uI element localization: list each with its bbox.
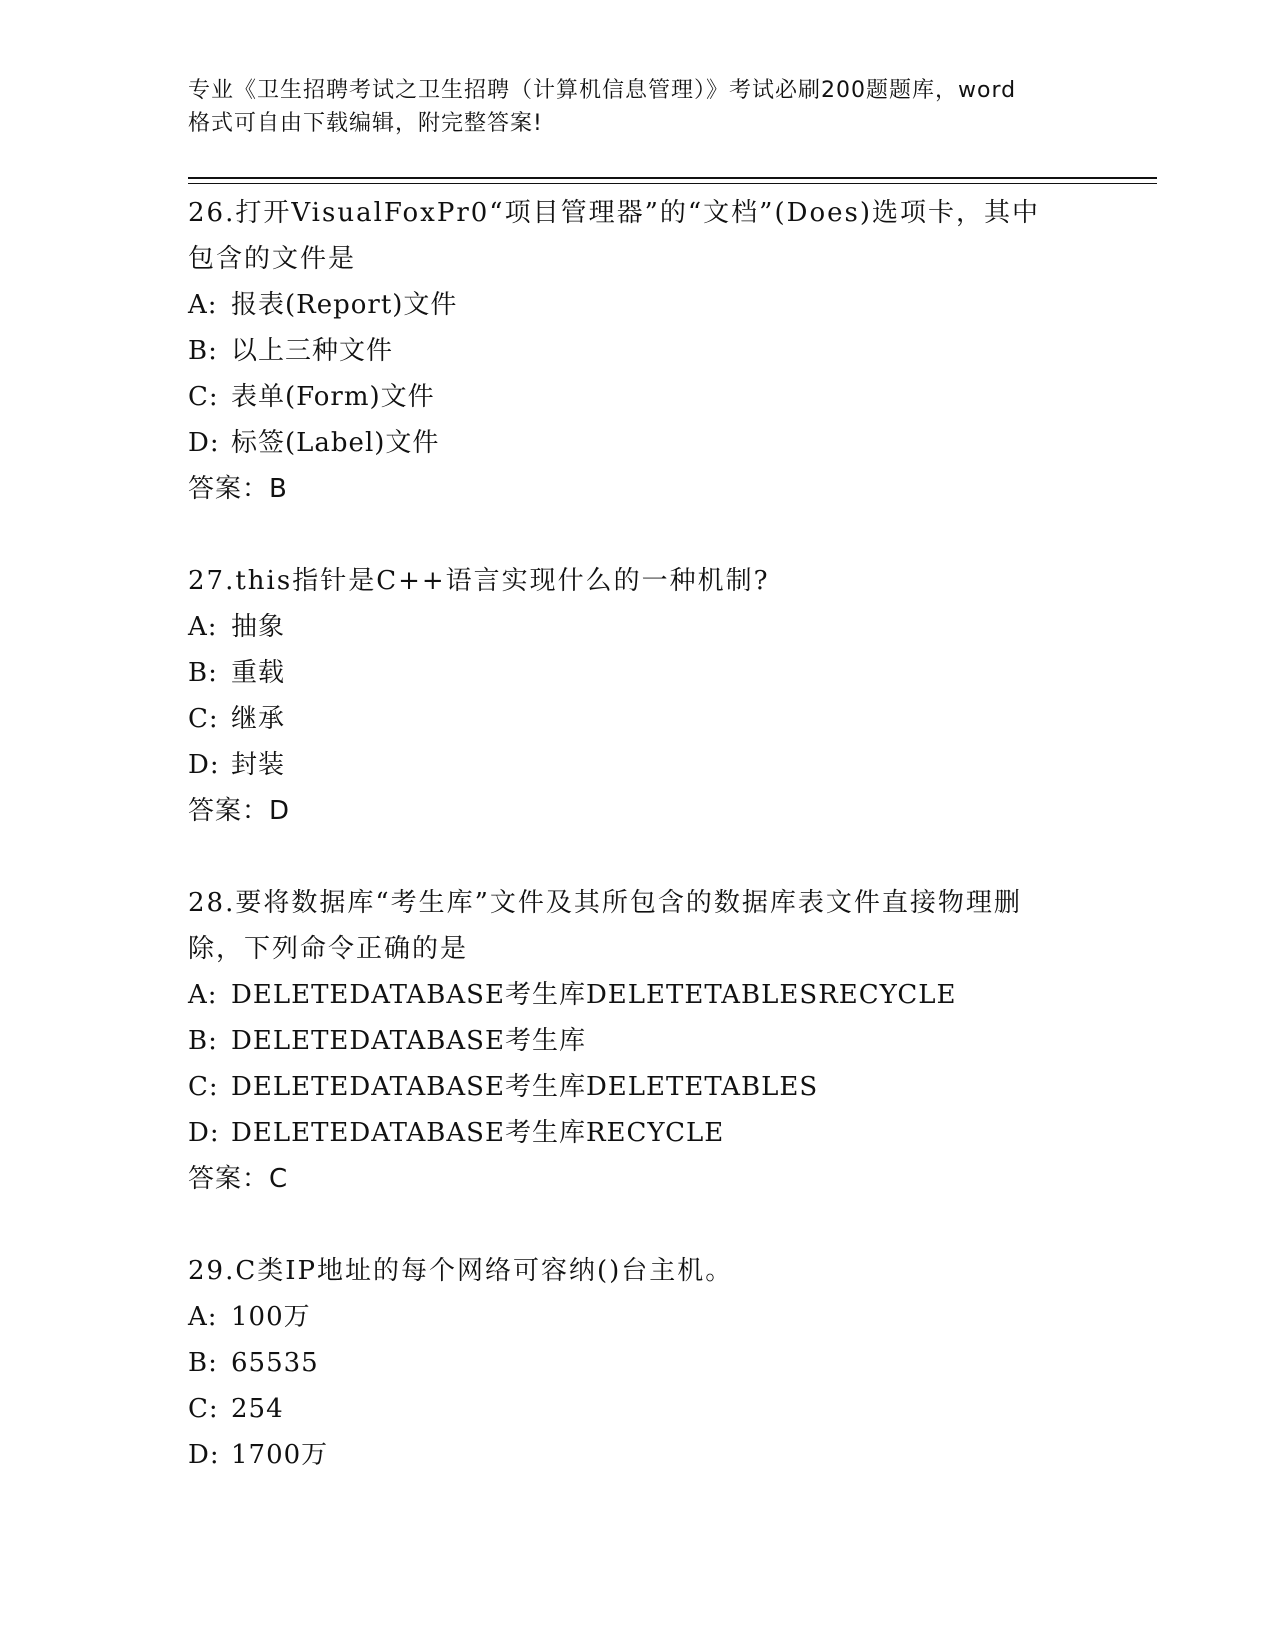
option-text: 254 xyxy=(231,1394,284,1424)
question-list xyxy=(188,190,1088,1524)
question-27 xyxy=(188,558,1088,834)
option-c xyxy=(188,696,1088,742)
option-letter: D: xyxy=(188,1440,220,1470)
option-text: 100万 xyxy=(231,1302,311,1332)
question-stem-line: 26.打开VisualFoxPr0“项目管理器”的“文档”(Does)选项卡，其中 xyxy=(188,198,1040,228)
option-text: DELETEDATABASE考生库RECYCLE xyxy=(231,1118,725,1148)
option-b xyxy=(188,650,1088,696)
option-d xyxy=(188,1110,1088,1156)
question-stem-line: 28.要将数据库“考生库”文件及其所包含的数据库表文件直接物理删 xyxy=(188,888,1022,918)
option-letter: A: xyxy=(188,1302,218,1332)
question-stem xyxy=(188,1248,1088,1294)
option-text: 报表(Report)文件 xyxy=(231,290,458,320)
option-text: 标签(Label)文件 xyxy=(231,428,440,458)
option-text: DELETEDATABASE考生库 xyxy=(231,1026,586,1056)
option-letter: C: xyxy=(188,1394,219,1424)
option-d xyxy=(188,1432,1088,1478)
option-text: DELETEDATABASE考生库DELETETABLES xyxy=(231,1072,819,1102)
header-divider-thin xyxy=(188,183,1157,184)
option-c xyxy=(188,1064,1088,1110)
option-text: 抽象 xyxy=(231,612,286,642)
option-letter: C: xyxy=(188,1072,219,1102)
question-stem-line: 包含的文件是 xyxy=(188,244,357,274)
question-28 xyxy=(188,880,1088,1202)
option-a xyxy=(188,604,1088,650)
option-b xyxy=(188,1340,1088,1386)
option-letter: A: xyxy=(188,290,218,320)
option-letter: D: xyxy=(188,750,220,780)
option-text: 以上三种文件 xyxy=(231,336,394,366)
question-stem xyxy=(188,190,1088,282)
option-d xyxy=(188,742,1088,788)
option-a xyxy=(188,972,1088,1018)
option-d xyxy=(188,420,1088,466)
header-divider-thick xyxy=(188,177,1157,179)
question-stem-line: 除，下列命令正确的是 xyxy=(188,934,469,964)
option-a xyxy=(188,282,1088,328)
option-text: 封装 xyxy=(231,750,286,780)
option-letter: B: xyxy=(188,1026,218,1056)
option-a xyxy=(188,1294,1088,1340)
option-letter: A: xyxy=(188,980,218,1010)
header-line-2: 格式可自由下载编辑，附完整答案! xyxy=(188,111,543,136)
option-letter: C: xyxy=(188,704,219,734)
option-c xyxy=(188,1386,1088,1432)
document-header xyxy=(188,74,1088,140)
option-letter: B: xyxy=(188,1348,218,1378)
option-b xyxy=(188,1018,1088,1064)
option-letter: A: xyxy=(188,612,218,642)
question-stem-line: 29.C类IP地址的每个网络可容纳()台主机。 xyxy=(188,1256,734,1286)
answer-line: 答案：C xyxy=(188,1164,289,1194)
option-text: DELETEDATABASE考生库DELETETABLESRECYCLE xyxy=(231,980,957,1010)
option-letter: D: xyxy=(188,428,220,458)
question-stem xyxy=(188,880,1088,972)
question-stem xyxy=(188,558,1088,604)
option-text: 1700万 xyxy=(231,1440,329,1470)
option-text: 表单(Form)文件 xyxy=(231,382,435,412)
option-letter: D: xyxy=(188,1118,220,1148)
answer-line: 答案：B xyxy=(188,474,288,504)
option-letter: C: xyxy=(188,382,219,412)
question-29 xyxy=(188,1248,1088,1478)
option-b xyxy=(188,328,1088,374)
option-text: 65535 xyxy=(231,1348,319,1378)
option-text: 继承 xyxy=(231,704,286,734)
option-letter: B: xyxy=(188,336,218,366)
option-letter: B: xyxy=(188,658,218,688)
option-c xyxy=(188,374,1088,420)
question-stem-line: 27.this指针是C++语言实现什么的一种机制? xyxy=(188,566,770,596)
answer-line: 答案：D xyxy=(188,796,291,826)
question-26 xyxy=(188,190,1088,512)
option-text: 重载 xyxy=(231,658,286,688)
header-line-1: 专业《卫生招聘考试之卫生招聘（计算机信息管理）》考试必刷200题题库，word xyxy=(188,78,1017,103)
